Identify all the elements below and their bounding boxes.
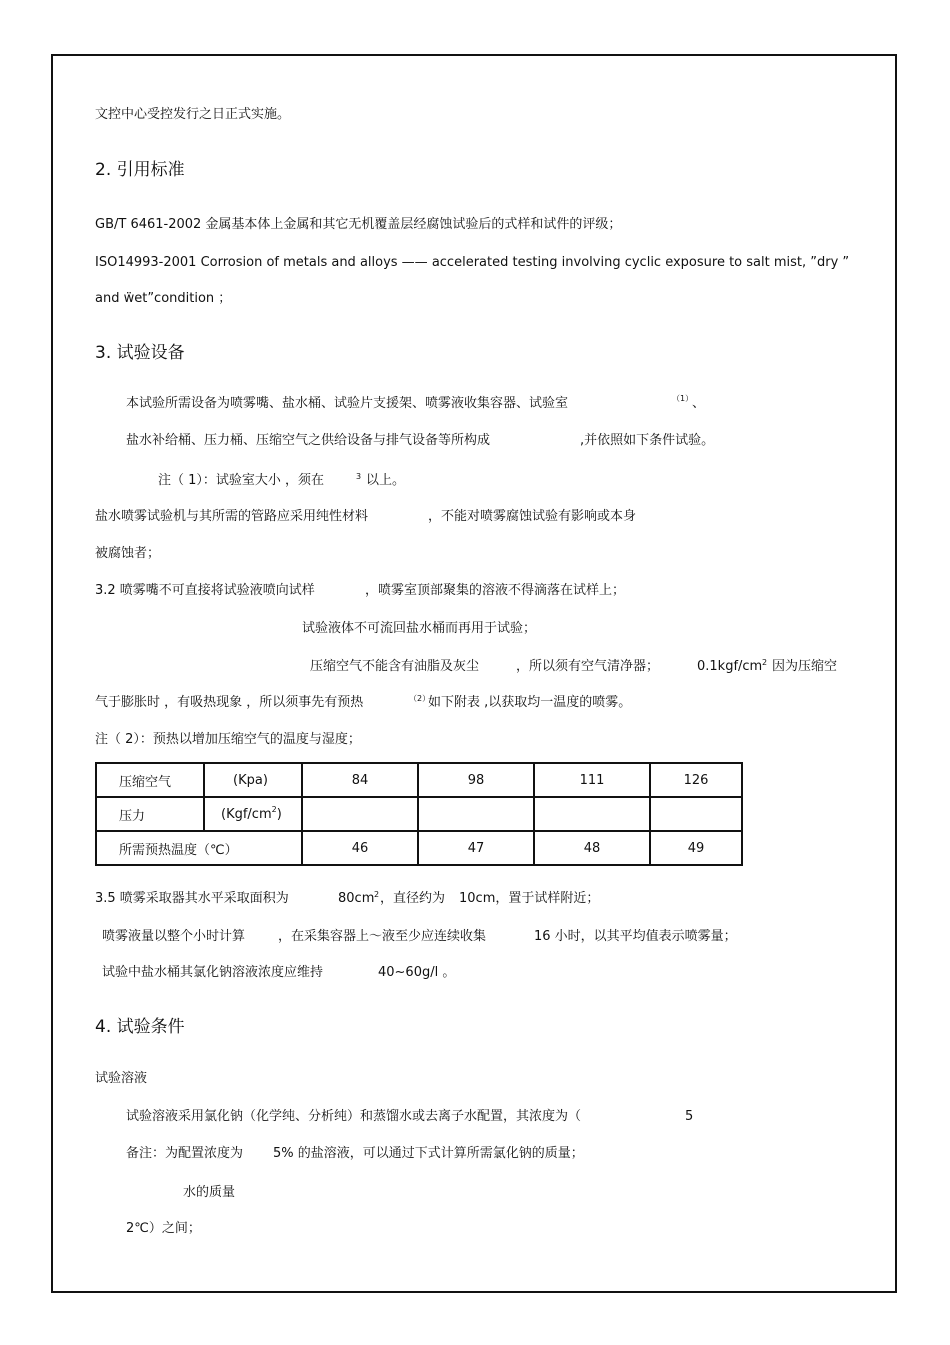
preheat-line: 气于膨胀时 ，有吸热现象 ，所以须事先有预热: [95, 695, 364, 710]
preheat-table: [95, 762, 743, 866]
air-line-tail: 因为压缩空: [772, 659, 838, 674]
reference-gb: GB/T 6461-2002 金属基本体上金属和其它无机覆盖层经腐蚀试验后的式样和试件的评级；: [95, 217, 622, 232]
table-cell: [418, 797, 534, 831]
liquid-line: 试验液体不可流回盐水桶而再用于试验；: [302, 621, 537, 636]
table-cell: 84: [302, 763, 418, 797]
equipment-line-2: 盐水补给桶、压力桶、压缩空气之供给设备与排气设备等所构成: [126, 433, 491, 448]
table-cell: 压力: [96, 797, 204, 831]
table-cell: 49: [650, 831, 742, 865]
table-cell: 126: [650, 763, 742, 797]
concentration-value: 40~60g/l 。: [378, 965, 456, 980]
section-heading-4: 4. 试验条件: [95, 1017, 185, 1037]
spray-volume-line: 喷雾液量以整个小时计算: [102, 929, 246, 944]
reference-iso-cont: and ẅet”condition ；: [95, 291, 232, 306]
preheat-line-tail: 如下附表 ,以获取均一温度的喷雾。: [428, 695, 632, 710]
table-cell: 46: [302, 831, 418, 865]
table-cell: 所需预热温度（℃）: [96, 831, 302, 865]
material-line-2: 被腐蚀者；: [95, 546, 161, 561]
collector-line: 3.5 喷雾采取器其水平采取面积为: [95, 891, 289, 906]
solution-heading: 试验溶液: [95, 1071, 148, 1086]
note-1-sup: 3: [356, 472, 362, 481]
reference-iso: ISO14993-2001 Corrosion of metals and alloys —— accelerated testing involving cyclic exposure to salt mist, ”dry ”: [95, 255, 850, 270]
note-2: 注（ 2）：预热以增加压缩空气的温度与湿度；: [95, 732, 361, 747]
concentration-line: 试验中盐水桶其氯化钠溶液浓度应维持: [102, 965, 324, 980]
table-row: [96, 797, 742, 831]
equipment-comma: 、: [692, 396, 706, 411]
solution-line: 试验溶液采用氯化钠（化学纯、分析纯）和蒸馏水或去离子水配置，其浓度为（: [126, 1109, 582, 1124]
intro-line: 文控中心受控发行之日正式实施。: [95, 107, 291, 122]
table-cell: (Kpa): [204, 763, 302, 797]
nozzle-line-tail: ，喷雾室顶部聚集的溶液不得滴落在试样上；: [365, 583, 626, 598]
section-heading-2: 2. 引用标准: [95, 160, 185, 180]
temperature-range: 2℃）之间；: [126, 1221, 201, 1236]
footnote-marker-1: （1）: [672, 394, 694, 403]
table-cell: 111: [534, 763, 650, 797]
table-cell: [534, 797, 650, 831]
table-cell: 压缩空气: [96, 763, 204, 797]
note-1: 注（ 1）：试验室大小 ，须在: [158, 473, 325, 488]
table-cell: 47: [418, 831, 534, 865]
collector-area: 80cm: [338, 891, 375, 906]
spray-volume-mid: ，在采集容器上～液至少应连续收集: [278, 929, 487, 944]
solution-concentration: 5: [685, 1109, 694, 1124]
note-1-tail: 以上。: [366, 473, 406, 488]
section-heading-3: 3. 试验设备: [95, 343, 185, 363]
air-pressure-sup: 2: [762, 658, 768, 667]
water-mass: 水的质量: [183, 1185, 236, 1200]
equipment-text: 本试验所需设备为喷雾嘴、盐水桶、试验片支援架、喷雾液收集容器、试验室: [126, 396, 569, 411]
air-line: 压缩空气不能含有油脂及灰尘: [310, 659, 480, 674]
collector-line-mid: ，直径约为: [380, 891, 446, 906]
table-row: [96, 763, 742, 797]
table-cell: [650, 797, 742, 831]
material-line-tail: ，不能对喷雾腐蚀试验有影响或本身: [428, 509, 637, 524]
air-line-mid: ，所以须有空气清净器；: [516, 659, 660, 674]
air-pressure: 0.1kgf/cm: [697, 659, 763, 674]
table-cell: 98: [418, 763, 534, 797]
collector-line-tail: 10cm，置于试样附近；: [459, 891, 600, 906]
table-cell: $(Kgf/cm^2)$: [204, 797, 302, 831]
collector-area-sup: 2: [374, 890, 380, 899]
remark-line: 备注：为配置浓度为: [126, 1146, 244, 1161]
remark-line-tail: 5% 的盐溶液，可以通过下式计算所需氯化钠的质量；: [273, 1146, 584, 1161]
nozzle-line: 3.2 喷雾嘴不可直接将试验液喷向试样: [95, 583, 315, 598]
table-row: [96, 831, 742, 865]
material-line: 盐水喷雾试验机与其所需的管路应采用纯性材料: [95, 509, 369, 524]
table-cell: 48: [534, 831, 650, 865]
spray-volume-tail: 16 小时，以其平均值表示喷雾量；: [534, 929, 737, 944]
equipment-line-2-tail: ,并依照如下条件试验。: [580, 433, 715, 448]
table-cell: [302, 797, 418, 831]
equipment-line-1: [126, 396, 568, 412]
footnote-marker-2: （2）: [409, 694, 431, 703]
